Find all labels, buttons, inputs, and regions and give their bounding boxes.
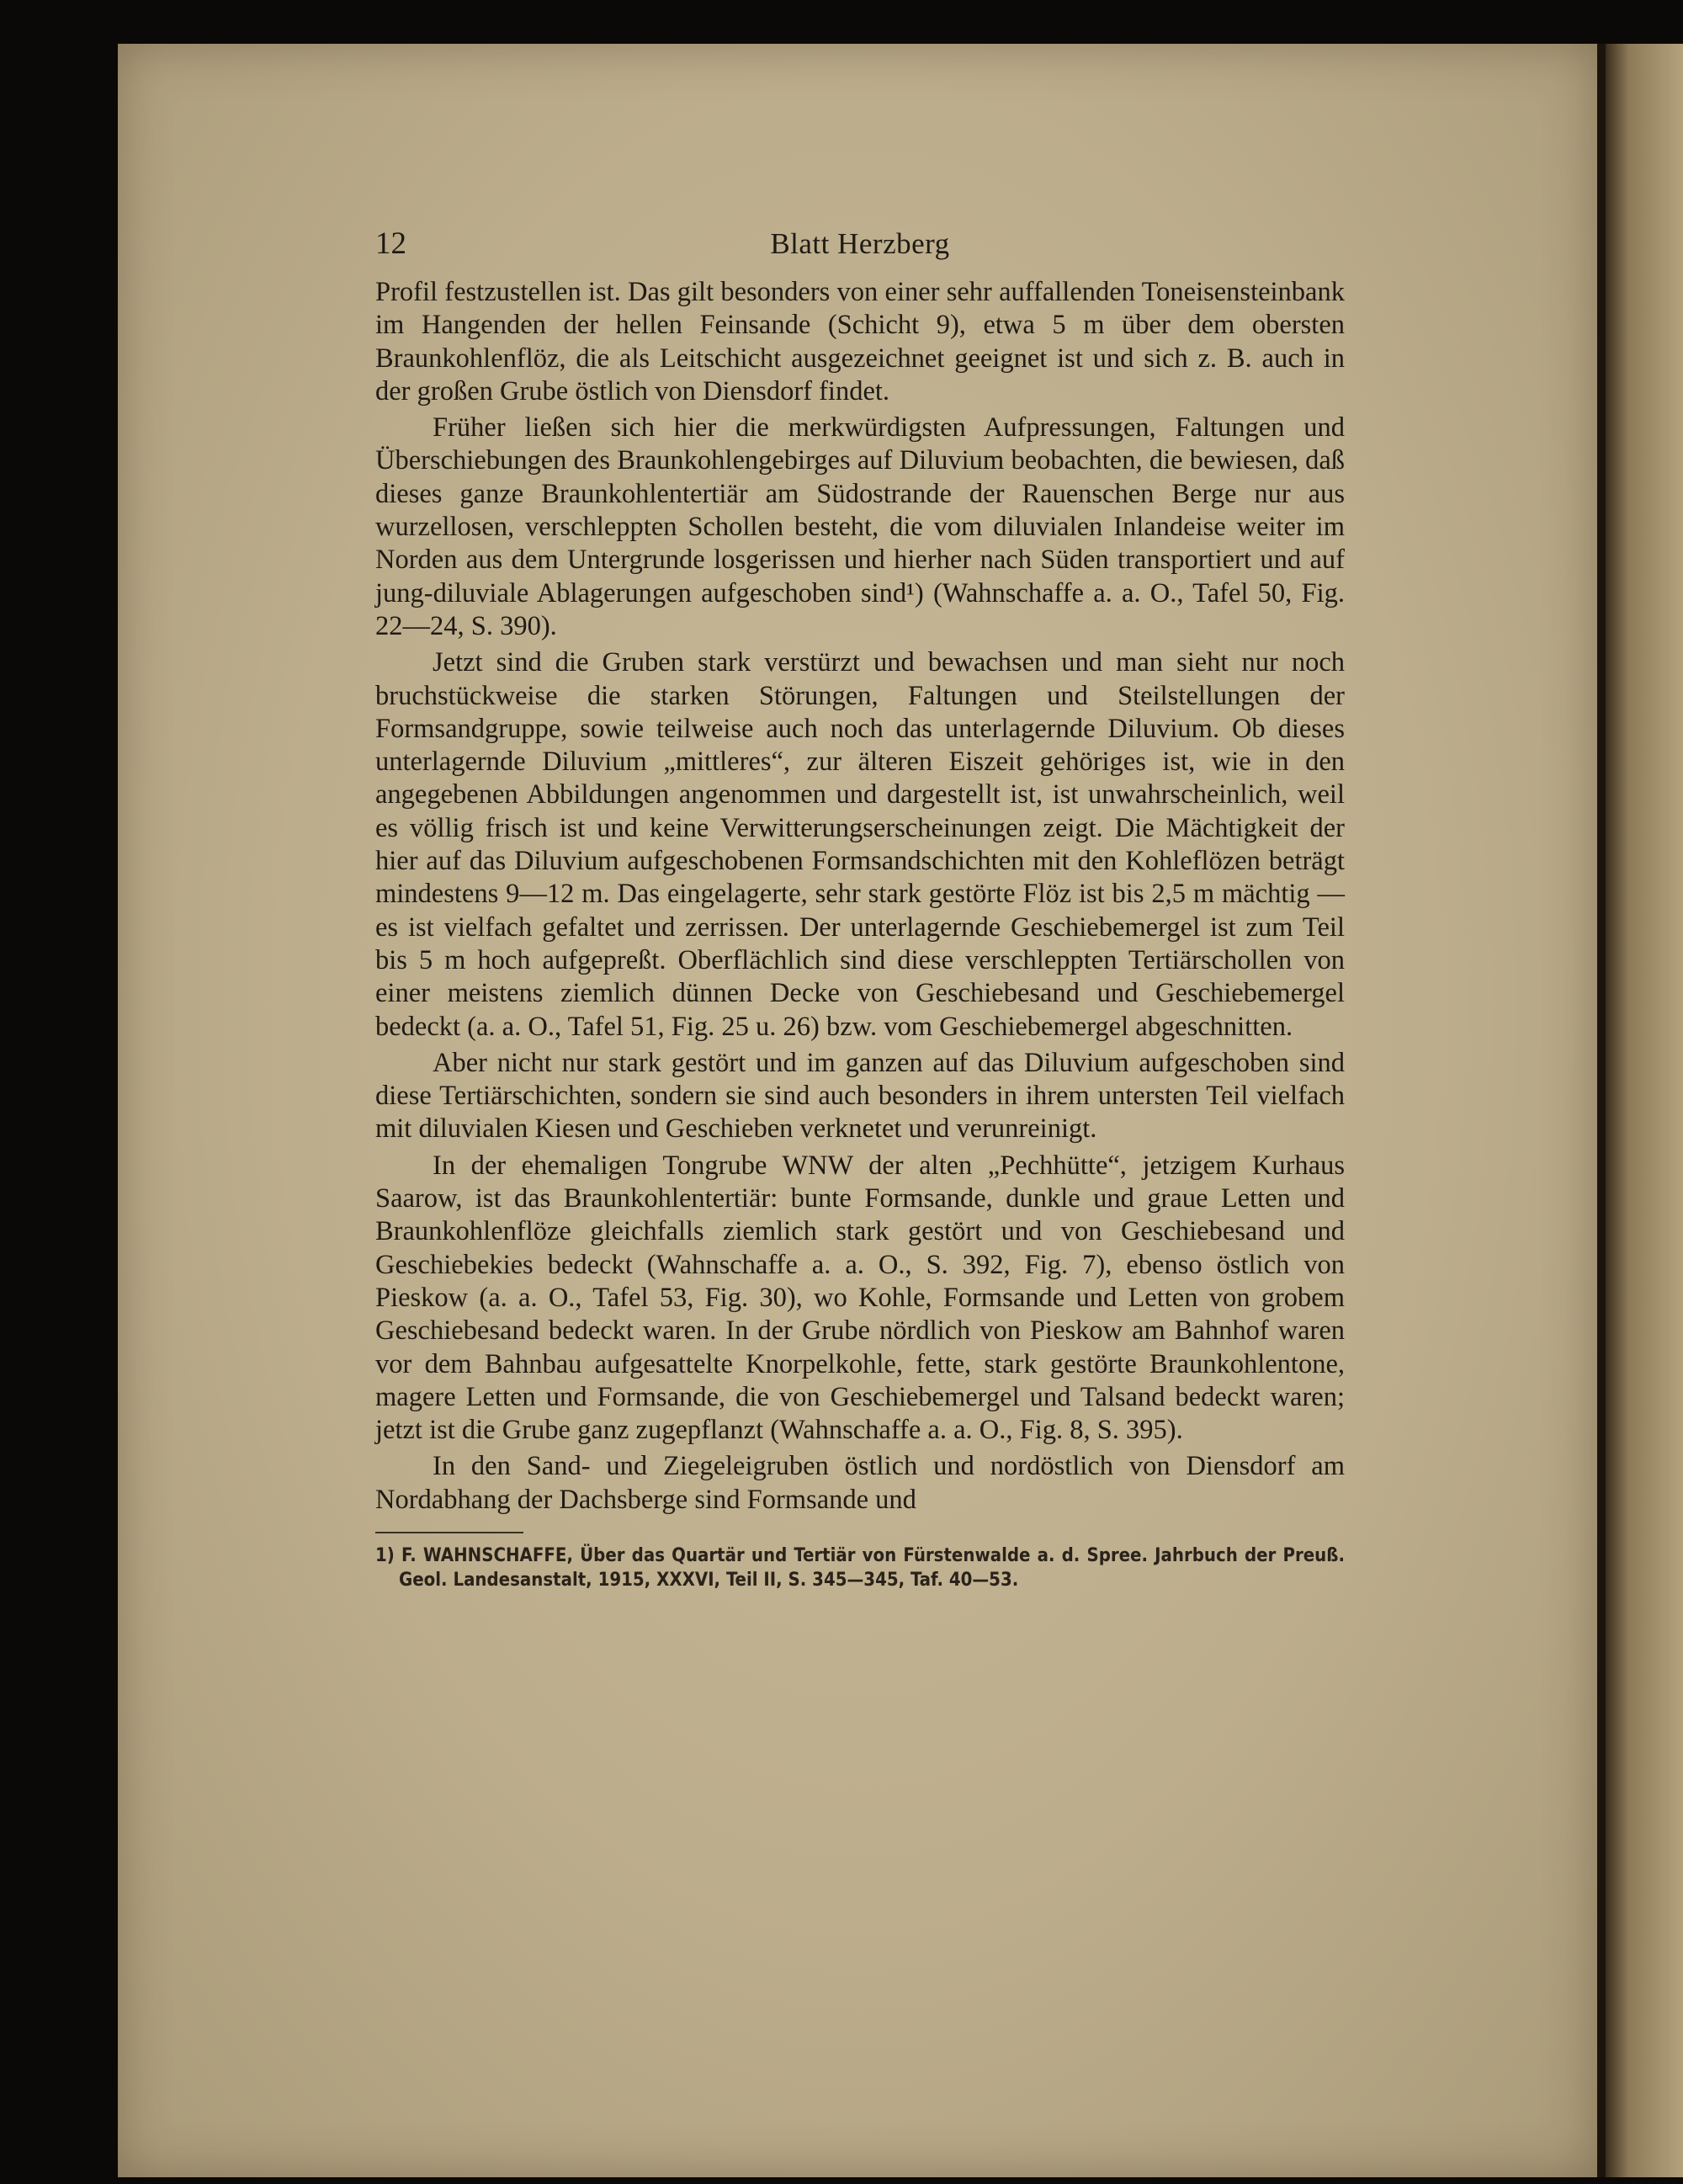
body-text (375, 276, 1345, 1517)
paragraph: Jetzt sind die Gruben stark verstürzt und bewachsen und man sieht nur noch bruchstückweise die starken Störungen, Faltungen und Steilstellungen der Formsandgruppe, sowie teilweise auch noch das unterlagernde Diluvium. Ob dieses unterlagernde Diluvium „mittleres“, zur älteren Eiszeit gehöriges ist, wie in den angegebenen Abbildungen angenommen und dargestellt ist, ist unwahrscheinlich, weil es völlig frisch ist und keine Verwitterungserscheinungen zeigt. Die Mächtigkeit der hier auf das Diluvium aufgeschobenen Formsandschichten mit den Kohleflözen beträgt mindestens 9—12 m. Das eingelagerte, sehr stark gestörte Flöz ist bis 2,5 m mächtig — es ist vielfach gefaltet und zerrissen. Der unterlagernde Geschiebemergel ist zum Teil bis 5 m hoch aufgepreßt. Oberflächlich sind diese verschleppten Tertiärschollen von einer meistens ziemlich dünnen Decke von Geschiebesand und Geschiebemergel bedeckt (a. a. O., Tafel 51, Fig. 25 u. 26) bzw. vom Geschiebemergel abgeschnitten. (375, 647, 1345, 1042)
paragraph: In der ehemaligen Tongrube WNW der alten „Pechhütte“, jetzigem Kurhaus Saarow, ist das Braunkohlentertiär: bunte Formsande, dunkle und graue Letten und Braunkohlenflöze gleichfalls ziemlich stark gestört und von Geschiebesand und Geschiebekies bedeckt (Wahnschaffe a. a. O., S. 392, Fig. 7), ebenso östlich von Pieskow (a. a. O., Tafel 53, Fig. 30), wo Kohle, Formsande und Letten von grobem Geschiebesand bedeckt waren. In der Grube nördlich von Pieskow am Bahnhof waren vor dem Bahnbau aufgesattelte Knorpelkohle, fette, stark gestörte Braunkohlentone, magere Letten und Formsande, die von Geschiebemergel und Talsand bedeckt waren; jetzt ist die Grube ganz zugepflanzt (Wahnschaffe a. a. O., Fig. 8, S. 395). (375, 1150, 1345, 1446)
paragraph: Profil festzustellen ist. Das gilt besonders von einer sehr auffallenden Toneisensteinbank im Hangenden der hellen Feinsande (Schicht 9), etwa 5 m über dem obersten Braunkohlenflöz, die als Leitschicht ausgezeichnet geeignet ist und sich z. B. auch in der großen Grube östlich von Diensdorf findet. (375, 277, 1345, 407)
page-content (375, 226, 1345, 1592)
running-title: Blatt Herzberg (770, 227, 950, 260)
paragraph: In den Sand- und Ziegeleigruben östlich und nordöstlich von Diensdorf am Nordabhang der Dachsberge sind Formsande und (375, 1451, 1345, 1515)
page-header (375, 226, 1345, 273)
facing-page-edge (1606, 44, 1683, 2177)
paragraph: Früher ließen sich hier die merkwürdigsten Aufpressungen, Faltungen und Überschiebungen des Braunkohlengebirges auf Diluvium beobachten, die bewiesen, daß dieses ganze Braunkohlentertiär am Südostrande der Rauenschen Berge nur aus wurzellosen, verschleppten Schollen besteht, die vom diluvialen Inlandeise weiter im Norden aus dem Untergrunde losgerissen und hierher nach Süden transportiert und auf jung-diluviale Ablagerungen aufgeschoben sind¹) (Wahnschaffe a. a. O., Tafel 50, Fig. 22—24, S. 390). (375, 412, 1345, 641)
footnote: 1) F. WAHNSCHAFFE, Über das Quartär und Tertiär von Fürstenwalde a. d. Spree. Jahrbuch der Preuß. Geol. Landesanstalt, 1915, XXXVI, Teil II, S. 345—345, Taf. 40—53. (375, 1544, 1345, 1591)
footnote-divider (375, 1532, 523, 1533)
book-gutter (1597, 44, 1606, 2177)
page-number: 12 (375, 226, 406, 261)
paragraph: Aber nicht nur stark gestört und im ganzen auf das Diluvium aufgeschoben sind diese Tertiärschichten, sondern sie sind auch besonders in ihrem untersten Teil vielfach mit diluvialen Kiesen und Geschieben verknetet und verunreinigt. (375, 1047, 1345, 1145)
